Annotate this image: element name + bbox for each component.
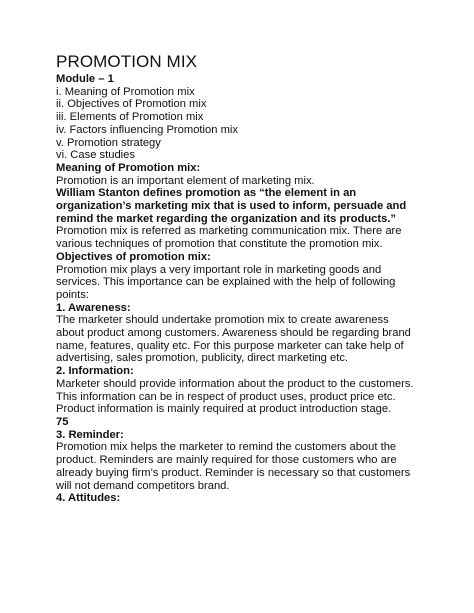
stanton-quote: William Stanton defines promotion as “the element in an organization’s marketing mix that is used to inform, persuade and remind the market regarding the organization and its products.” (56, 187, 407, 225)
point-text-reminder: Promotion mix helps the marketer to remind the customers about the product. Reminders are mainly required for those customers who are already buying firm’s product. Reminder is necessary so that customers will not demand competitors brand. (56, 441, 411, 492)
toc-item: iii. Elements of Promotion mix (56, 111, 204, 124)
objectives-heading: Objectives of promotion mix: (56, 250, 211, 263)
page-number: 75 (56, 415, 69, 428)
point-heading-awareness: 1. Awareness: (56, 301, 131, 314)
point-heading-reminder: 3. Reminder: (56, 428, 124, 441)
meaning-heading: Meaning of Promotion mix: (56, 161, 201, 174)
objectives-text: Promotion mix plays a very important role in marketing goods and services. This importance can be explained with the help of following points: (56, 263, 396, 301)
point-heading-attitudes: 4. Attitudes: (56, 492, 121, 505)
point-text-awareness: The marketer should undertake promotion mix to create awareness about product among customers. Awareness should be regarding brand name, features, quality etc. For this purpose marketer can take help of advertising, sales promotion, publicity, direct marketing etc. (56, 314, 411, 365)
toc-item: ii. Objectives of Promotion mix (56, 98, 207, 111)
communication-mix-text: Promotion mix is referred as marketing communication mix. There are various techniques of promotion that constitute the promotion mix. (56, 225, 402, 251)
point-heading-information: 2. Information: (56, 365, 134, 378)
document-title: PROMOTION MIX (56, 52, 198, 71)
toc-item: vi. Case studies (56, 149, 135, 162)
toc-item: i. Meaning of Promotion mix (56, 85, 195, 98)
toc-item: iv. Factors influencing Promotion mix (56, 123, 238, 136)
toc-item: v. Promotion strategy (56, 136, 161, 149)
point-text-information: Marketer should provide information about the product to the customers. This information can be in respect of product uses, product price etc. Product information is mainly required at product introduction stage. (56, 377, 414, 416)
module-label: Module – 1 (56, 73, 114, 85)
meaning-text: Promotion is an important element of marketing mix. (56, 174, 315, 187)
table-of-contents (56, 86, 418, 162)
document-page (56, 52, 418, 505)
